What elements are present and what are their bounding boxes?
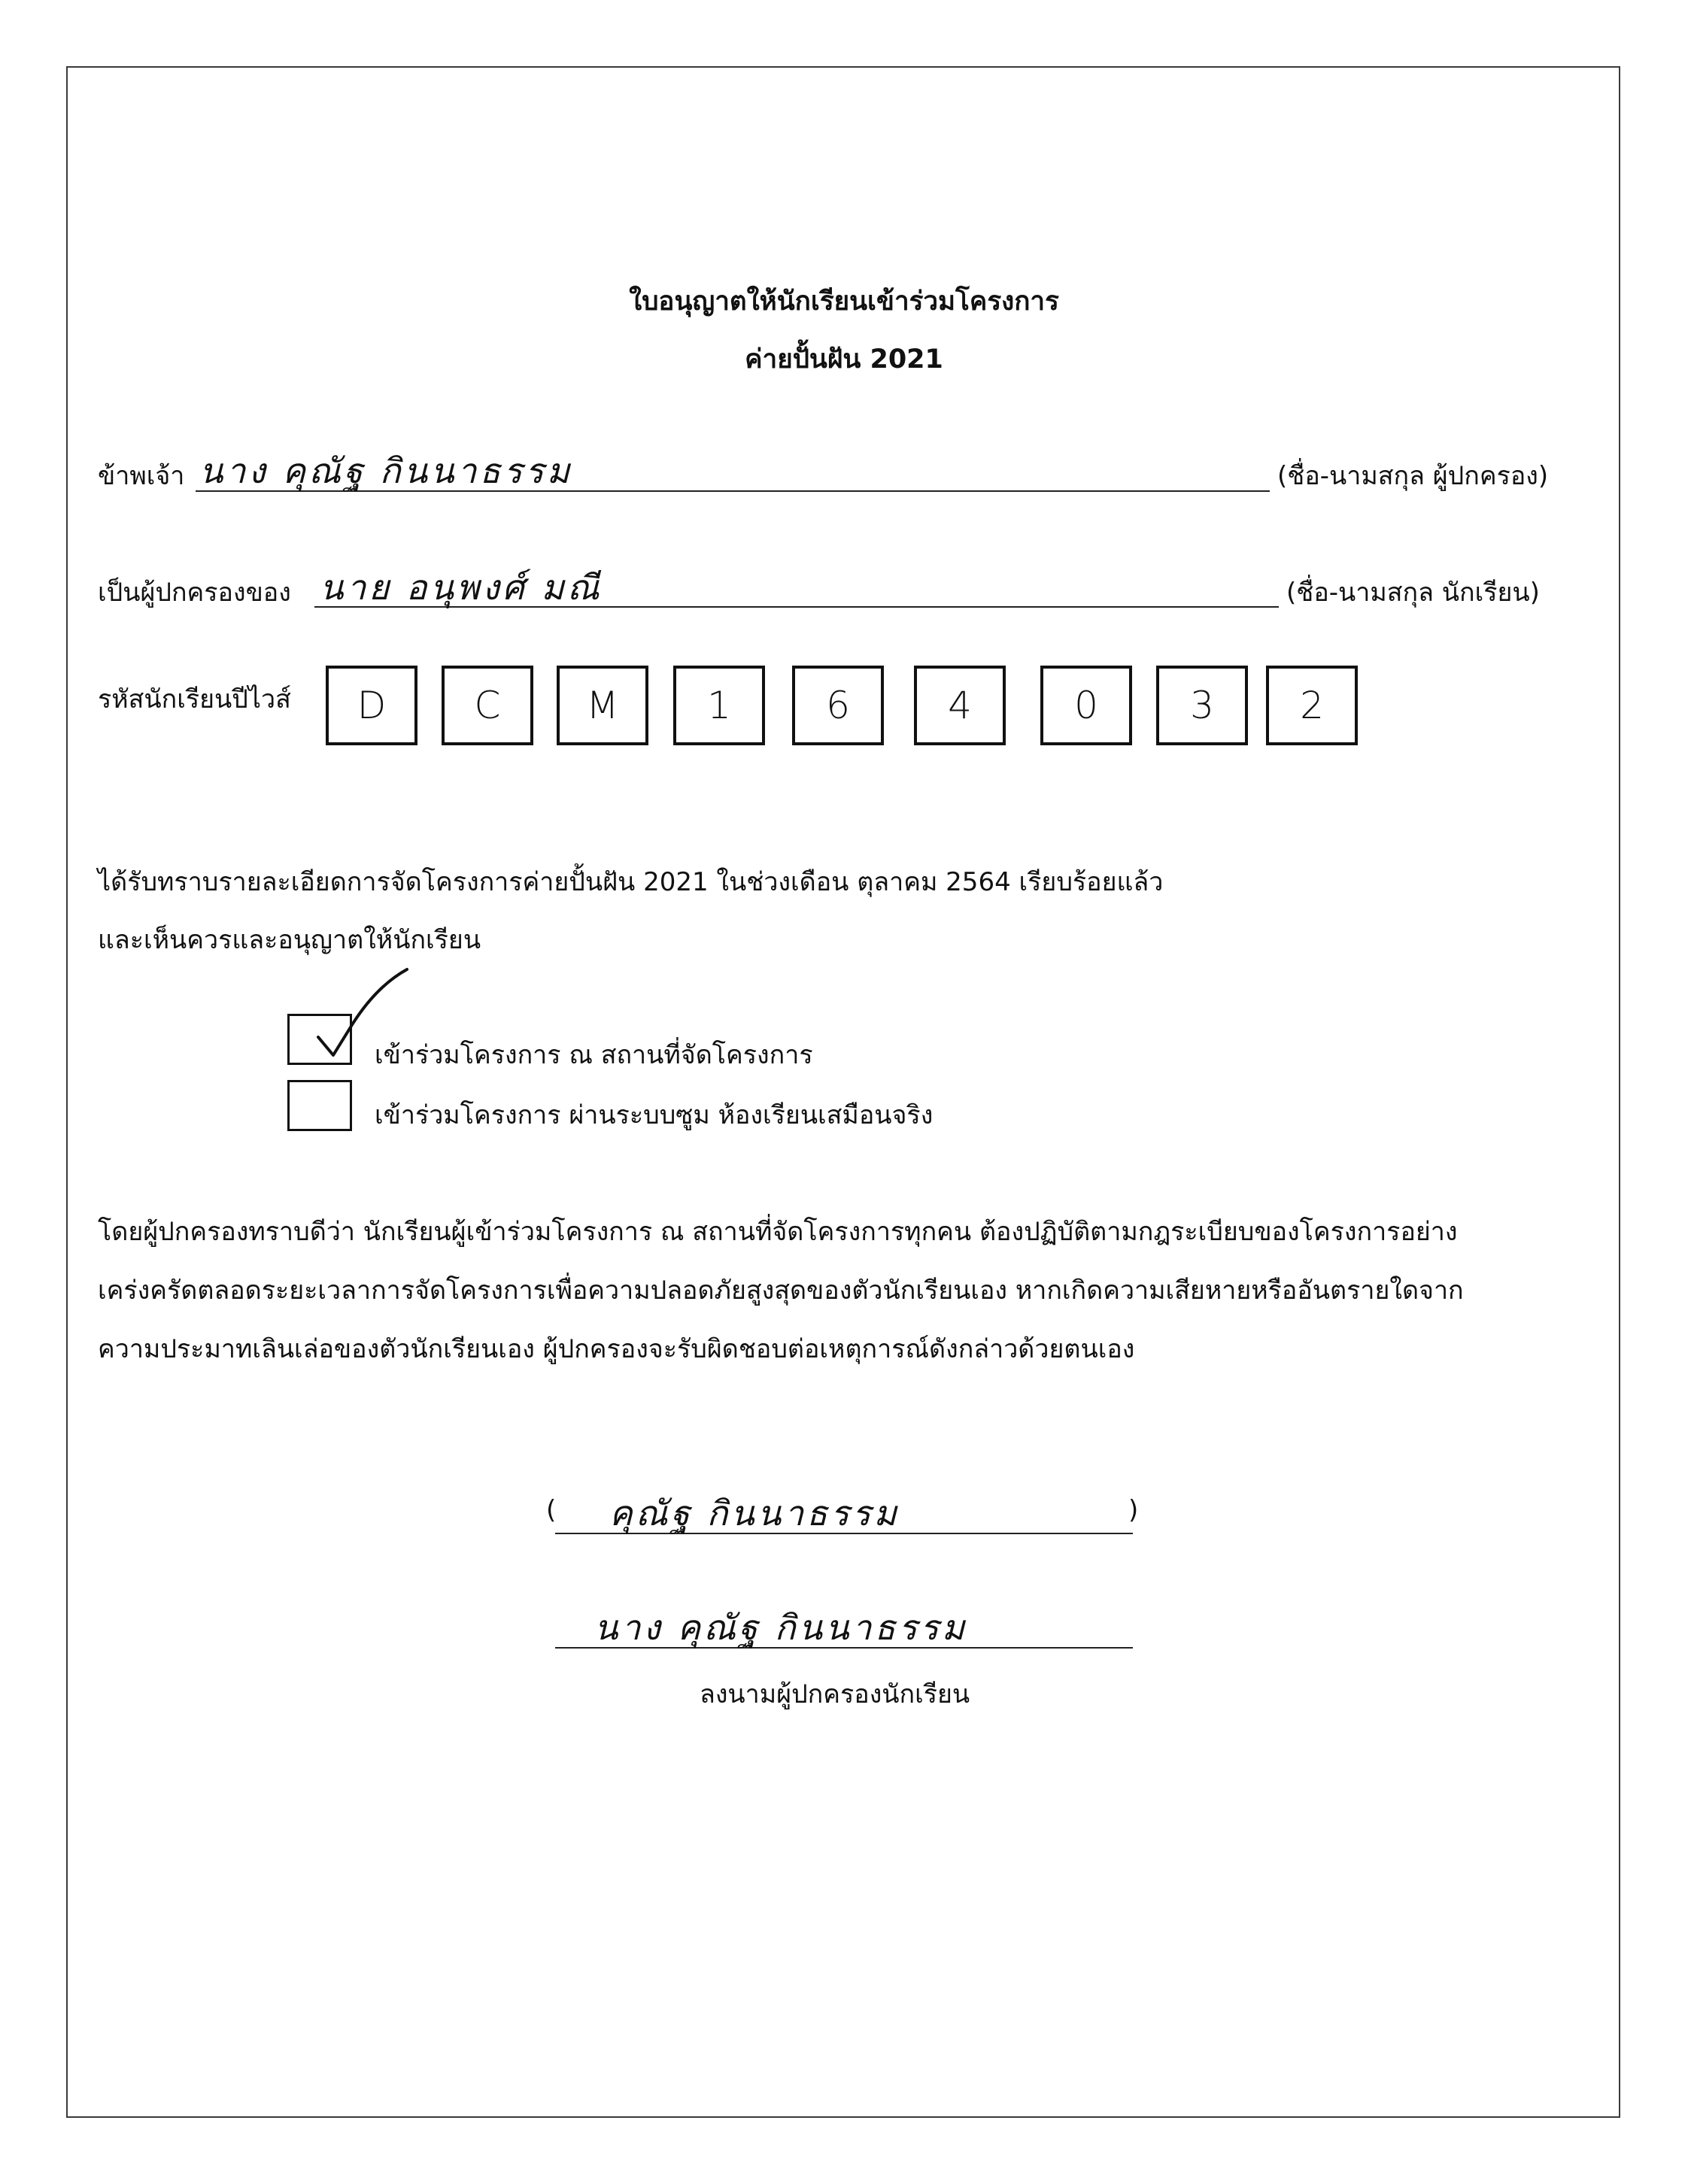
student-code-box[interactable]: 6 [792,666,884,745]
paren-close: ) [1128,1495,1139,1525]
student-code-box[interactable]: 1 [673,666,765,745]
terms-line1: โดยผู้ปกครองทราบดีว่า นักเรียนผู้เข้าร่วมโครงการ ณ สถานที่จัดโครงการทุกคน ต้องปฏิบัติตามกฎระเบียบของโครงการอย่าง [98,1217,1458,1247]
option-zoom-label: เข้าร่วมโครงการ ผ่านระบบซูม ห้องเรียนเสมือนจริง [375,1100,934,1130]
option-onsite-checkbox[interactable] [287,1014,352,1065]
student-code-box[interactable]: 2 [1266,666,1358,745]
student-name-hint: (ชื่อ-นามสกุล นักเรียน) [1286,578,1540,608]
ack-text-line2: และเห็นควรและอนุญาตให้นักเรียน [98,925,481,955]
option-onsite-label: เข้าร่วมโครงการ ณ สถานที่จัดโครงการ [375,1040,813,1070]
option-zoom-checkbox[interactable] [287,1080,352,1131]
student-code-box[interactable]: C [442,666,533,745]
signature-field[interactable]: นาง คุณัฐ กินนาธรรม [594,1607,968,1648]
signature-caption: ลงนามผู้ปกครองนักเรียน [700,1679,970,1709]
signature-name-field[interactable]: คุณัฐ กินนาธรรม [609,1493,900,1533]
terms-line3: ความประมาทเลินเล่อของตัวนักเรียนเอง ผู้ปกครองจะรับผิดชอบต่อเหตุการณ์ดังกล่าวด้วยตนเอง [98,1334,1135,1364]
paren-open: ( [546,1495,557,1525]
student-code-box[interactable]: 3 [1156,666,1248,745]
parent-label: ข้าพเจ้า [98,461,185,491]
form-title: ใบอนุญาตให้นักเรียนเข้าร่วมโครงการ [629,287,1059,317]
guardian-label: เป็นผู้ปกครองของ [98,578,291,608]
ack-text-line1: ได้รับทราบรายละเอียดการจัดโครงการค่ายปั้นฝัน 2021 ในช่วงเดือน ตุลาคม 2564 เรียบร้อยแล้ว [98,867,1164,897]
student-name-field[interactable]: นาย อนุพงศ์ มณี [320,567,603,608]
parent-name-hint: (ชื่อ-นามสกุล ผู้ปกครอง) [1277,461,1549,491]
form-subtitle: ค่ายปั้นฝัน 2021 [745,344,943,375]
student-code-box[interactable]: D [326,666,417,745]
parent-name-field[interactable]: นาง คุณัฐ กินนาธรรม [199,450,573,491]
terms-line2: เคร่งครัดตลอดระยะเวลาการจัดโครงการเพื่อความปลอดภัยสูงสุดของตัวนักเรียนเอง หากเกิดความเสียหายหรืออันตรายใดจาก [98,1276,1464,1306]
student-code-label: รหัสนักเรียนปีไวส์ [98,684,291,714]
student-code-box[interactable]: M [557,666,648,745]
student-code-box[interactable]: 0 [1040,666,1132,745]
student-code-box[interactable]: 4 [914,666,1006,745]
